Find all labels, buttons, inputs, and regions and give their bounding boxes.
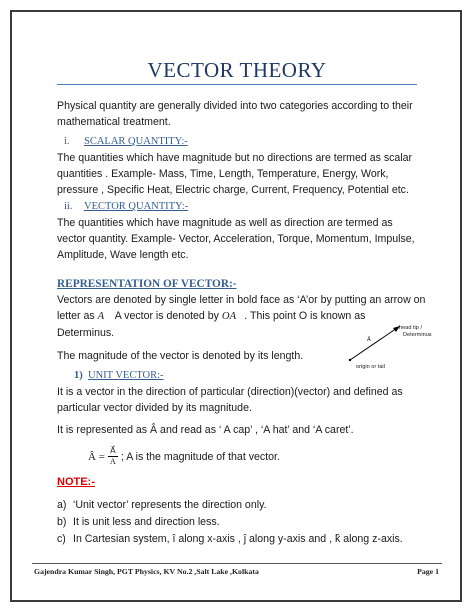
diagram-origin-label: origin or tail xyxy=(356,364,385,370)
formula-lhs: Â = xyxy=(88,450,105,463)
vector-a-symbol: A⃗ xyxy=(97,311,113,323)
rep-text-a: letter as xyxy=(57,310,95,323)
diagram-head-label: head tip / xyxy=(399,325,423,331)
vector-oa-symbol: OA⃗ xyxy=(221,311,245,323)
representation-heading: REPRESENTATION OF VECTOR:- xyxy=(57,278,237,290)
diagram-head-label-2: Determinus xyxy=(403,332,432,338)
scalar-paragraph: The quantities which have magnitude but no directions are termed as scalar quantities . Example- Mass, Time, Length, Temperature, Energy, Work, pressure , Specific Heat, Electric charge, Current, Frequency, Potential etc. xyxy=(57,152,413,197)
list-item-label: b) xyxy=(57,516,67,528)
scalar-number: i. xyxy=(64,136,70,147)
list-item-text: In Cartesian system, î along x-axis , ĵ along y-axis and , k̂ along z-axis. xyxy=(73,533,403,545)
list-item-text: It is unit less and direction less. xyxy=(73,516,220,528)
footer-author: Gajendra Kumar Singh, PGT Physics, KV No.2 ,Salt Lake ,Kolkata xyxy=(34,567,259,576)
unit-vector-representation: It is represented as Â and read as ‘ A cap’ , ‘A hat’ and ‘A caret’. xyxy=(57,424,354,436)
list-item xyxy=(57,514,427,531)
unit-vector-number: 1) xyxy=(74,370,83,381)
unit-vector-formula xyxy=(88,447,280,466)
rep-text-b: A vector is denoted by xyxy=(114,310,219,323)
unit-vector-heading xyxy=(74,370,164,381)
vector-heading-text: VECTOR QUANTITY:- xyxy=(84,201,189,212)
note-heading: NOTE:- xyxy=(57,476,95,488)
vector-heading xyxy=(64,201,188,212)
rep-text-c: . This point O is known as xyxy=(244,310,366,323)
unit-vector-heading-text: UNIT VECTOR:- xyxy=(88,370,164,381)
scalar-heading xyxy=(64,136,188,147)
formula-denominator: A xyxy=(110,457,116,466)
representation-line-1: Vectors are denoted by single letter in bold face as ‘A’or by putting an arrow on xyxy=(57,294,426,306)
formula-numerator: A⃗ xyxy=(110,446,116,455)
unit-vector-paragraph: It is a vector in the direction of particular (direction)(vector) and defined as particular vector divided by its magnitude. xyxy=(57,386,403,415)
footer-divider xyxy=(32,563,442,564)
representation-line-3: Determinus. xyxy=(57,327,115,340)
intro-paragraph: Physical quantity are generally divided into two categories according to their mathematical treatment. xyxy=(57,100,413,129)
note-list xyxy=(57,497,427,548)
formula-fraction xyxy=(108,447,118,466)
vector-paragraph: The quantities which have magnitude as well as direction are termed as vector quantity. Example- Vector, Acceleration, Torque, Momentum, Impulse, Amplitude, Wave length etc. xyxy=(57,217,415,262)
magnitude-paragraph: The magnitude of the vector is denoted by its length. xyxy=(57,350,304,362)
formula-description: ; A is the magnitude of that vector. xyxy=(120,450,280,463)
title-underline xyxy=(57,84,417,85)
diagram-vector-label: A⃗ xyxy=(367,337,371,343)
list-item xyxy=(57,497,427,514)
list-item-label: c) xyxy=(57,533,66,545)
scalar-heading-text: SCALAR QUANTITY:- xyxy=(84,136,188,147)
page-title: VECTOR THEORY xyxy=(147,58,327,82)
list-item-label: a) xyxy=(57,499,67,511)
list-item-text: ‘Unit vector’ represents the direction only. xyxy=(73,499,267,511)
vector-arrow-diagram xyxy=(340,316,440,374)
vector-number: ii. xyxy=(64,201,73,212)
page-number: Page 1 xyxy=(417,567,439,576)
list-item xyxy=(57,531,427,548)
